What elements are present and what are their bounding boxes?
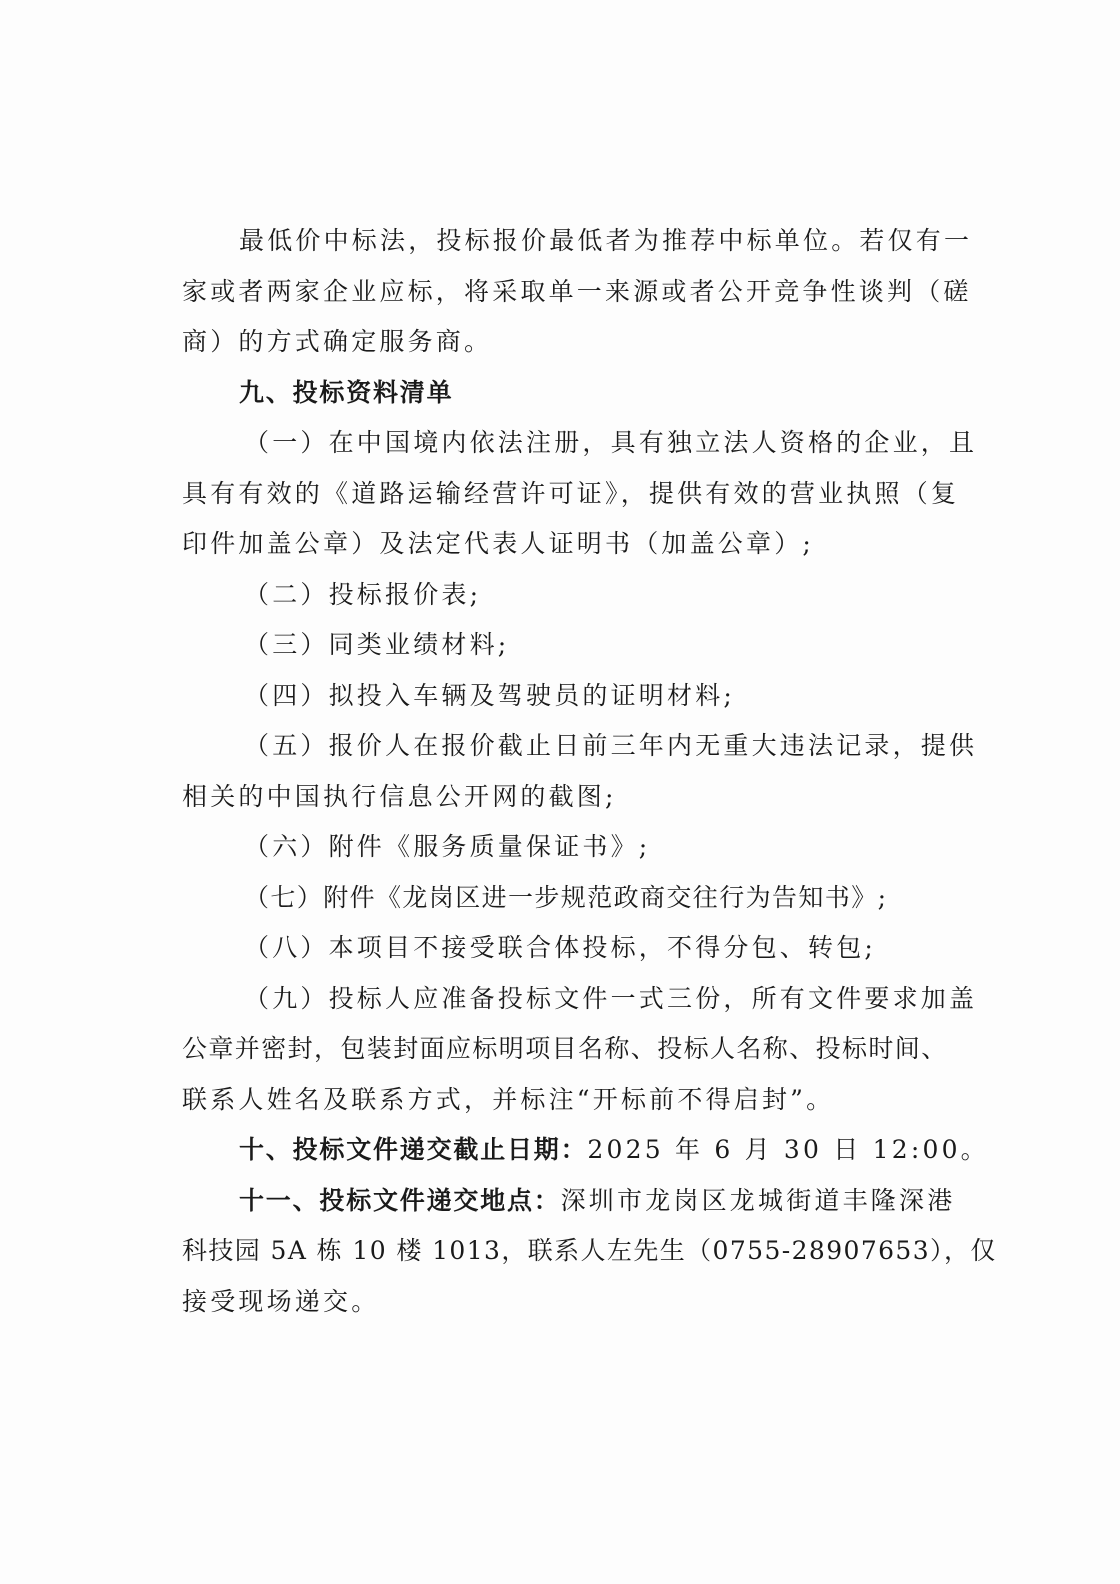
list-item-line: 公章并密封，包装封面应标明项目名称、投标人名称、投标时间、	[182, 1034, 948, 1063]
list-item-line: （五）报价人在报价截止日前三年内无重大违法记录，提供	[244, 731, 978, 760]
list-item-line: 具有有效的《道路运输经营许可证》，提供有效的营业执照（复	[182, 478, 960, 508]
list-item: （八）本项目不接受联合体投标，不得分包、转包;	[244, 933, 877, 962]
section-heading: 十、投标文件递交截止日期：	[239, 1135, 588, 1164]
paragraph-line: 最低价中标法，投标报价最低者为推荐中标单位。若仅有一	[239, 226, 973, 255]
document-body	[182, 216, 997, 1327]
list-item-line: 联系人姓名及联系方式，并标注“开标前不得启封”。	[182, 1084, 835, 1114]
list-item: （七）附件《龙岗区进一步规范政商交往行为告知书》;	[244, 882, 888, 912]
section-deadline	[182, 1125, 989, 1176]
list-item-line: （九）投标人应准备投标文件一式三份，所有文件要求加盖	[244, 983, 978, 1013]
paragraph-line: 接受现场递交。	[182, 1286, 380, 1316]
section-heading: 九、投标资料清单	[239, 377, 454, 407]
location-value: 深圳市龙岗区龙城街道丰隆深港	[560, 1185, 956, 1215]
list-item: （四）拟投入车辆及驾驶员的证明材料;	[244, 680, 736, 710]
paragraph-line: 家或者两家企业应标，将采取单一来源或者公开竞争性谈判（磋	[182, 276, 972, 306]
list-item-line: 相关的中国执行信息公开网的截图;	[182, 781, 617, 811]
list-item: （三）同类业绩材料;	[244, 630, 510, 659]
list-item: （六）附件《服务质量保证书》;	[244, 832, 651, 861]
list-item: （二）投标报价表;	[244, 579, 482, 609]
section-location	[182, 1176, 972, 1227]
section-heading: 十一、投标文件递交地点：	[239, 1185, 561, 1215]
deadline-value: 2025 年 6 月 30 日 12:00。	[587, 1135, 989, 1164]
list-item-line: 印件加盖公章）及法定代表人证明书（加盖公章）;	[182, 529, 815, 558]
paragraph-line: 商）的方式确定服务商。	[182, 327, 493, 356]
paragraph-line: 科技园 5A 栋 10 楼 1013，联系人左先生（0755-28907653），仅	[182, 1236, 997, 1265]
list-item-line: （一）在中国境内依法注册，具有独立法人资格的企业，且	[244, 428, 978, 457]
